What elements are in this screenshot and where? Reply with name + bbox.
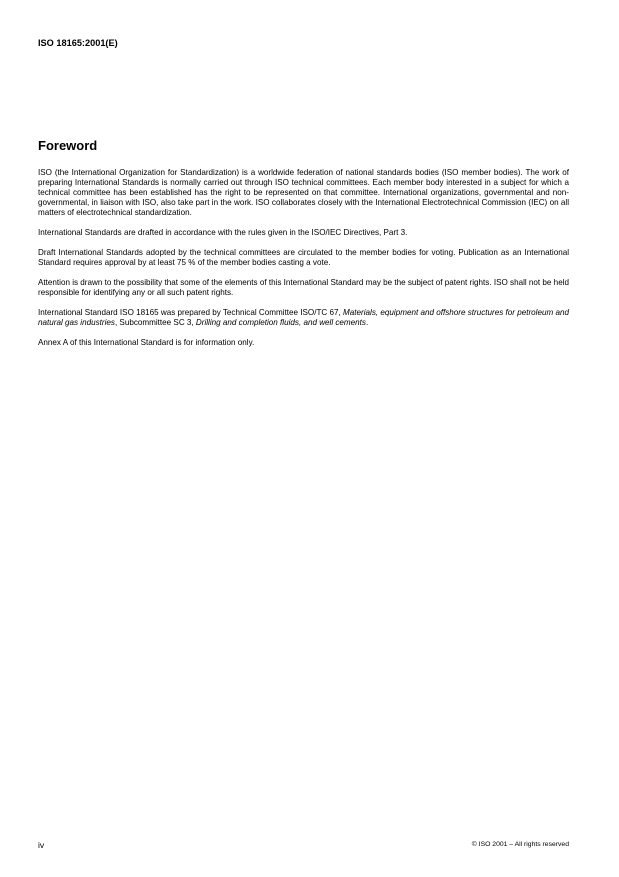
paragraph-patent-rights: Attention is drawn to the possibility that some of the elements of this International Standard may be the subject of patent rights. ISO shall not be held responsible for identifying any or all such patent rights.	[38, 277, 569, 297]
page-number: iv	[38, 840, 45, 850]
foreword-body	[38, 168, 569, 358]
paragraph-voting: Draft International Standards adopted by the technical committees are circulated to the member bodies for voting. Publication as an International Standard requires approval by at least 75 % of the member bodies casting a vote.	[38, 247, 569, 267]
paragraph-annex: Annex A of this International Standard is for information only.	[38, 338, 255, 348]
subcommittee-title: Drilling and completion fluids, and well cements	[195, 318, 366, 328]
prepared-by-text-1: International Standard ISO 18165 was prepared by Technical Committee ISO/TC 67,	[38, 307, 344, 317]
paragraph-iso-organization: ISO (the International Organization for Standardization) is a worldwide federation of national standards bodies (ISO member bodies). The work of preparing International Standards is normally carried out through ISO technical committees. Each member body interested in a subject for which a technical committee has been established has the right to be represented on that committee. International organizations, governmental and non-governmental, in liaison with ISO, also take part in the work. ISO collaborates closely with the International Electrotechnical Commission (IEC) on all matters of electrotechnical standardization.	[38, 168, 569, 218]
section-title: Foreword	[38, 138, 98, 153]
paragraph-drafting-rules: International Standards are drafted in accordance with the rules given in the ISO/IEC Directives, Part 3.	[38, 228, 408, 238]
copyright-notice: © ISO 2001 – All rights reserved	[471, 841, 569, 848]
prepared-by-text-3: .	[365, 318, 369, 328]
committee-title: Materials, equipment and offshore structures for petroleum and natural gas industries	[38, 307, 569, 328]
prepared-by-text-2: , Subcommittee SC 3,	[114, 318, 196, 328]
paragraph-prepared-by	[38, 308, 569, 328]
document-id: ISO 18165:2001(E)	[38, 38, 118, 48]
